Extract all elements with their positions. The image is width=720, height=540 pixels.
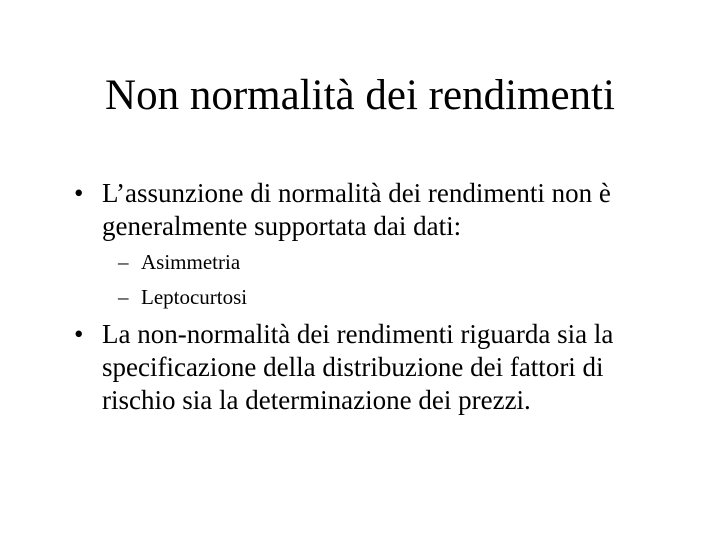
sub-item-text: Leptocurtosi (141, 285, 248, 309)
slide-title: Non normalità dei rendimenti (105, 72, 615, 119)
sub-item-marker: – (118, 250, 129, 274)
bullet-marker: • (74, 319, 84, 349)
bullet-line: specificazione della distribuzione dei fattori di (102, 352, 604, 382)
bullet-line: La non-normalità dei rendimenti riguarda sia la (102, 319, 614, 349)
sub-item-marker: – (118, 285, 129, 309)
bullet-text (102, 177, 662, 243)
bullet-line: rischio sia la determinazione dei prezzi. (102, 385, 531, 415)
bullet-marker: • (74, 178, 84, 208)
bullet-line: L’assunzione di normalità dei rendimenti non è (102, 178, 611, 208)
sub-item-text: Asimmetria (141, 250, 241, 274)
bullet-line: generalmente supportata dai dati: (102, 211, 462, 241)
bullet-text (102, 318, 662, 417)
